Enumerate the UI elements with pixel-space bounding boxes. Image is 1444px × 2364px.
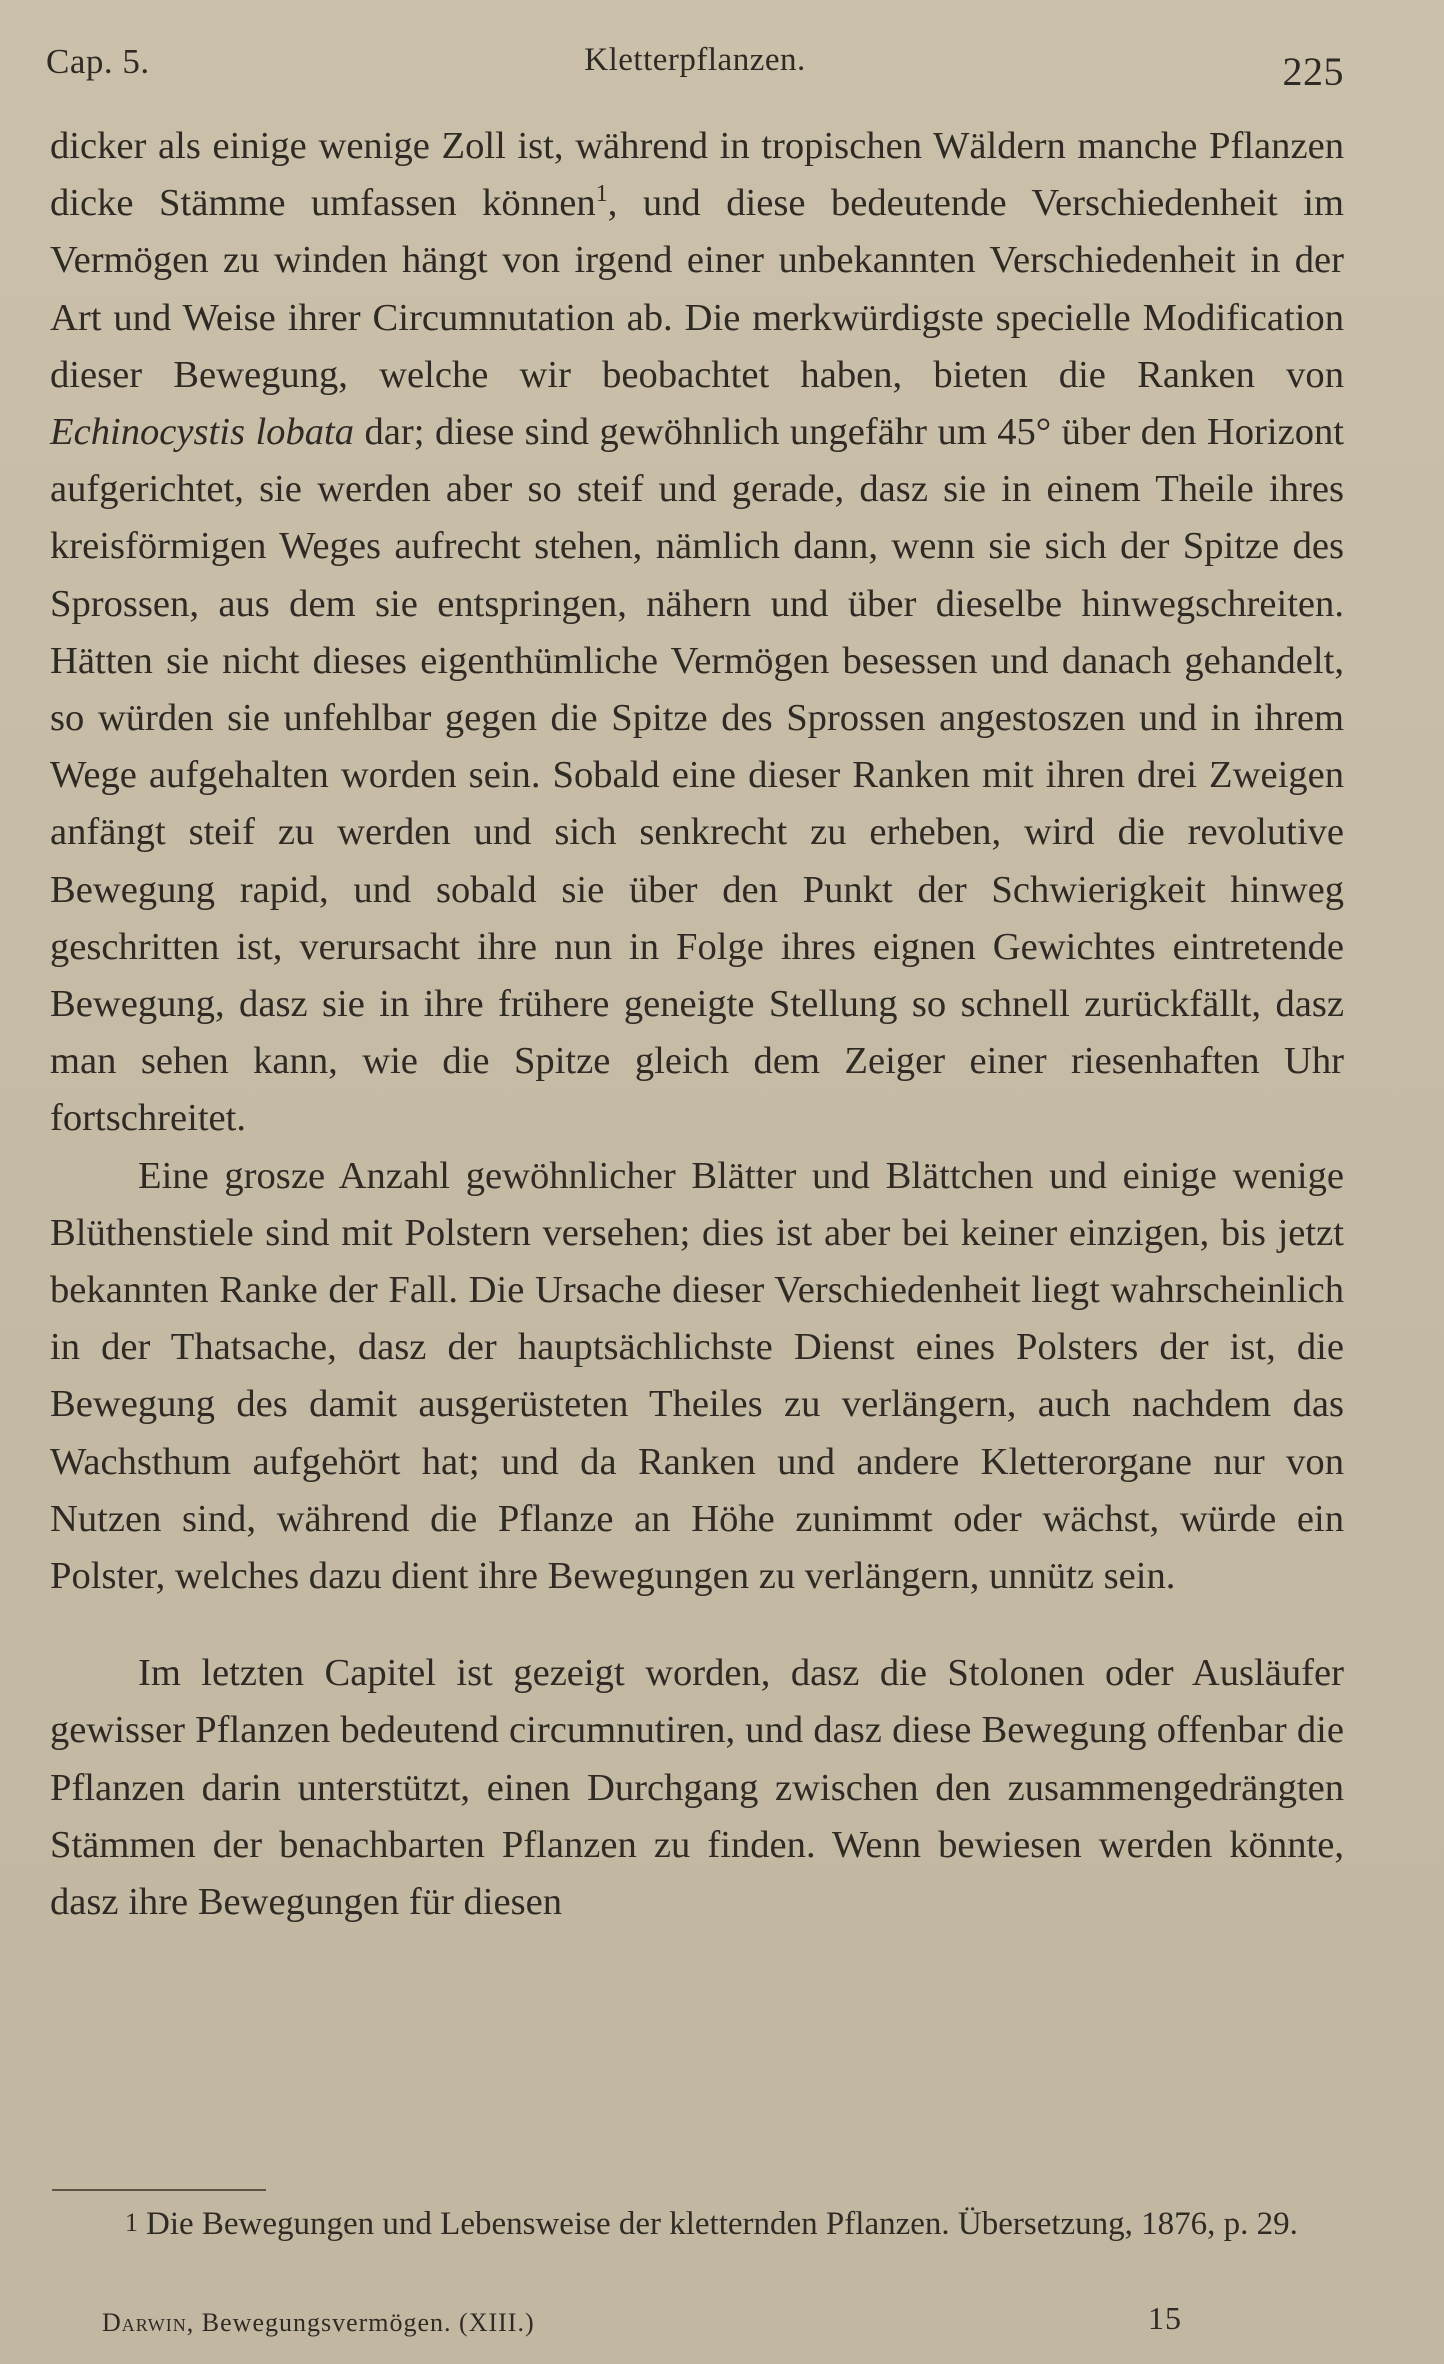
footnote-divider	[52, 2189, 266, 2191]
species-name: Echinocystis lobata	[50, 411, 355, 454]
paragraph-1-part-c: dar; diese sind gewöhnlich ungefähr um 45° über den Horizont aufgerichtet, sie werden aber so steif und gerade, dasz sie in einem Theile ihres kreisförmigen Weges aufrecht stehen, nämlich dann, wenn sie sich der Spitze des Sprossen, aus dem sie entspringen, nähern und über dieselbe hinwegschreiten. Hätten sie nicht dieses eigenthümliche Vermögen besessen und danach gehandelt, so würden sie unfehlbar gegen die Spitze des Sprossen angestoszen und in ihrem Wege aufgehalten worden sein. Sobald eine dieser Ranken mit ihren drei Zweigen anfängt steif zu werden und sich senkrecht zu erheben, wird die revolutive Bewegung rapid, und sobald sie über den Punkt der Schwierigkeit hinweg geschritten ist, verursacht ihre nun in Folge ihres eignen Gewichtes eintretende Bewegung, dasz sie in ihre frühere geneigte Stellung so schnell zurückfällt, dasz man sehen kann, wie die Spitze gleich dem Zeiger einer riesenhaften Uhr fortschreitet.	[50, 411, 1344, 1140]
footnote-text: Die Bewegungen und Lebensweise der kletternden Pflanzen. Übersetzung, 1876, p. 29.	[146, 2206, 1298, 2242]
signature-work: , Bewegungsvermögen. (XIII.)	[186, 2308, 535, 2337]
chapter-label: Cap. 5.	[46, 42, 150, 81]
main-text	[50, 118, 1344, 1931]
running-title: Kletterpflanzen.	[584, 42, 806, 78]
signature-sheet-number: 15	[1148, 2300, 1182, 2336]
paragraph-1-part-a: dicker als einige wenige Zoll ist, während in tropischen Wäldern manche Pflanzen dicke Stämme umfassen können	[50, 125, 1344, 225]
running-header	[46, 38, 1344, 98]
footnote	[52, 2198, 1344, 2249]
footnote-reference: 1	[595, 181, 608, 208]
page-number: 225	[1282, 49, 1344, 94]
footnote-marker: 1	[125, 2208, 138, 2237]
signature-title	[102, 2308, 535, 2338]
paragraph-2: Eine grosze Anzahl gewöhnlicher Blätter und Blättchen und einige wenige Blüthenstiele sind mit Polstern versehen; dies ist aber bei keiner einzigen, bis jetzt bekannten Ranke der Fall. Die Ursache dieser Verschiedenheit liegt wahrscheinlich in der Thatsache, dasz der hauptsächlichste Dienst eines Polsters der ist, die Bewegung des damit ausgerüsteten Theiles zu verlängern, auch nachdem das Wachsthum aufgehört hat; und da Ranken und andere Kletterorgane nur von Nutzen sind, während die Pflanze an Höhe zunimmt oder wächst, würde ein Polster, welches dazu dient ihre Bewegungen zu verlängern, unnütz sein.	[50, 1154, 1344, 1598]
signature-author: Darwin	[102, 2308, 187, 2337]
paragraph-3: Im letzten Capitel ist gezeigt worden, dasz die Stolonen oder Ausläufer gewisser Pflanzen bedeutend circumnutiren, und dasz diese Bewegung offenbar die Pflanzen darin unterstützt, einen Durchgang zwischen den zusammengedrängten Stämmen der benachbarten Pflanzen zu finden. Wenn bewiesen werden könnte, dasz ihre Bewegungen für diesen	[50, 1652, 1344, 1924]
paragraph-1-part-b: , und diese bedeutende Verschiedenheit im Vermögen zu winden hängt von irgend einer unbekannten Verschiedenheit in der Art und Weise ihrer Circumnutation ab. Die merkwürdigste specielle Modification dieser Bewegung, welche wir beobachtet haben, bieten die Ranken von	[50, 182, 1344, 396]
printer-signature	[52, 2298, 1344, 2338]
paragraph-1	[50, 118, 1344, 1148]
